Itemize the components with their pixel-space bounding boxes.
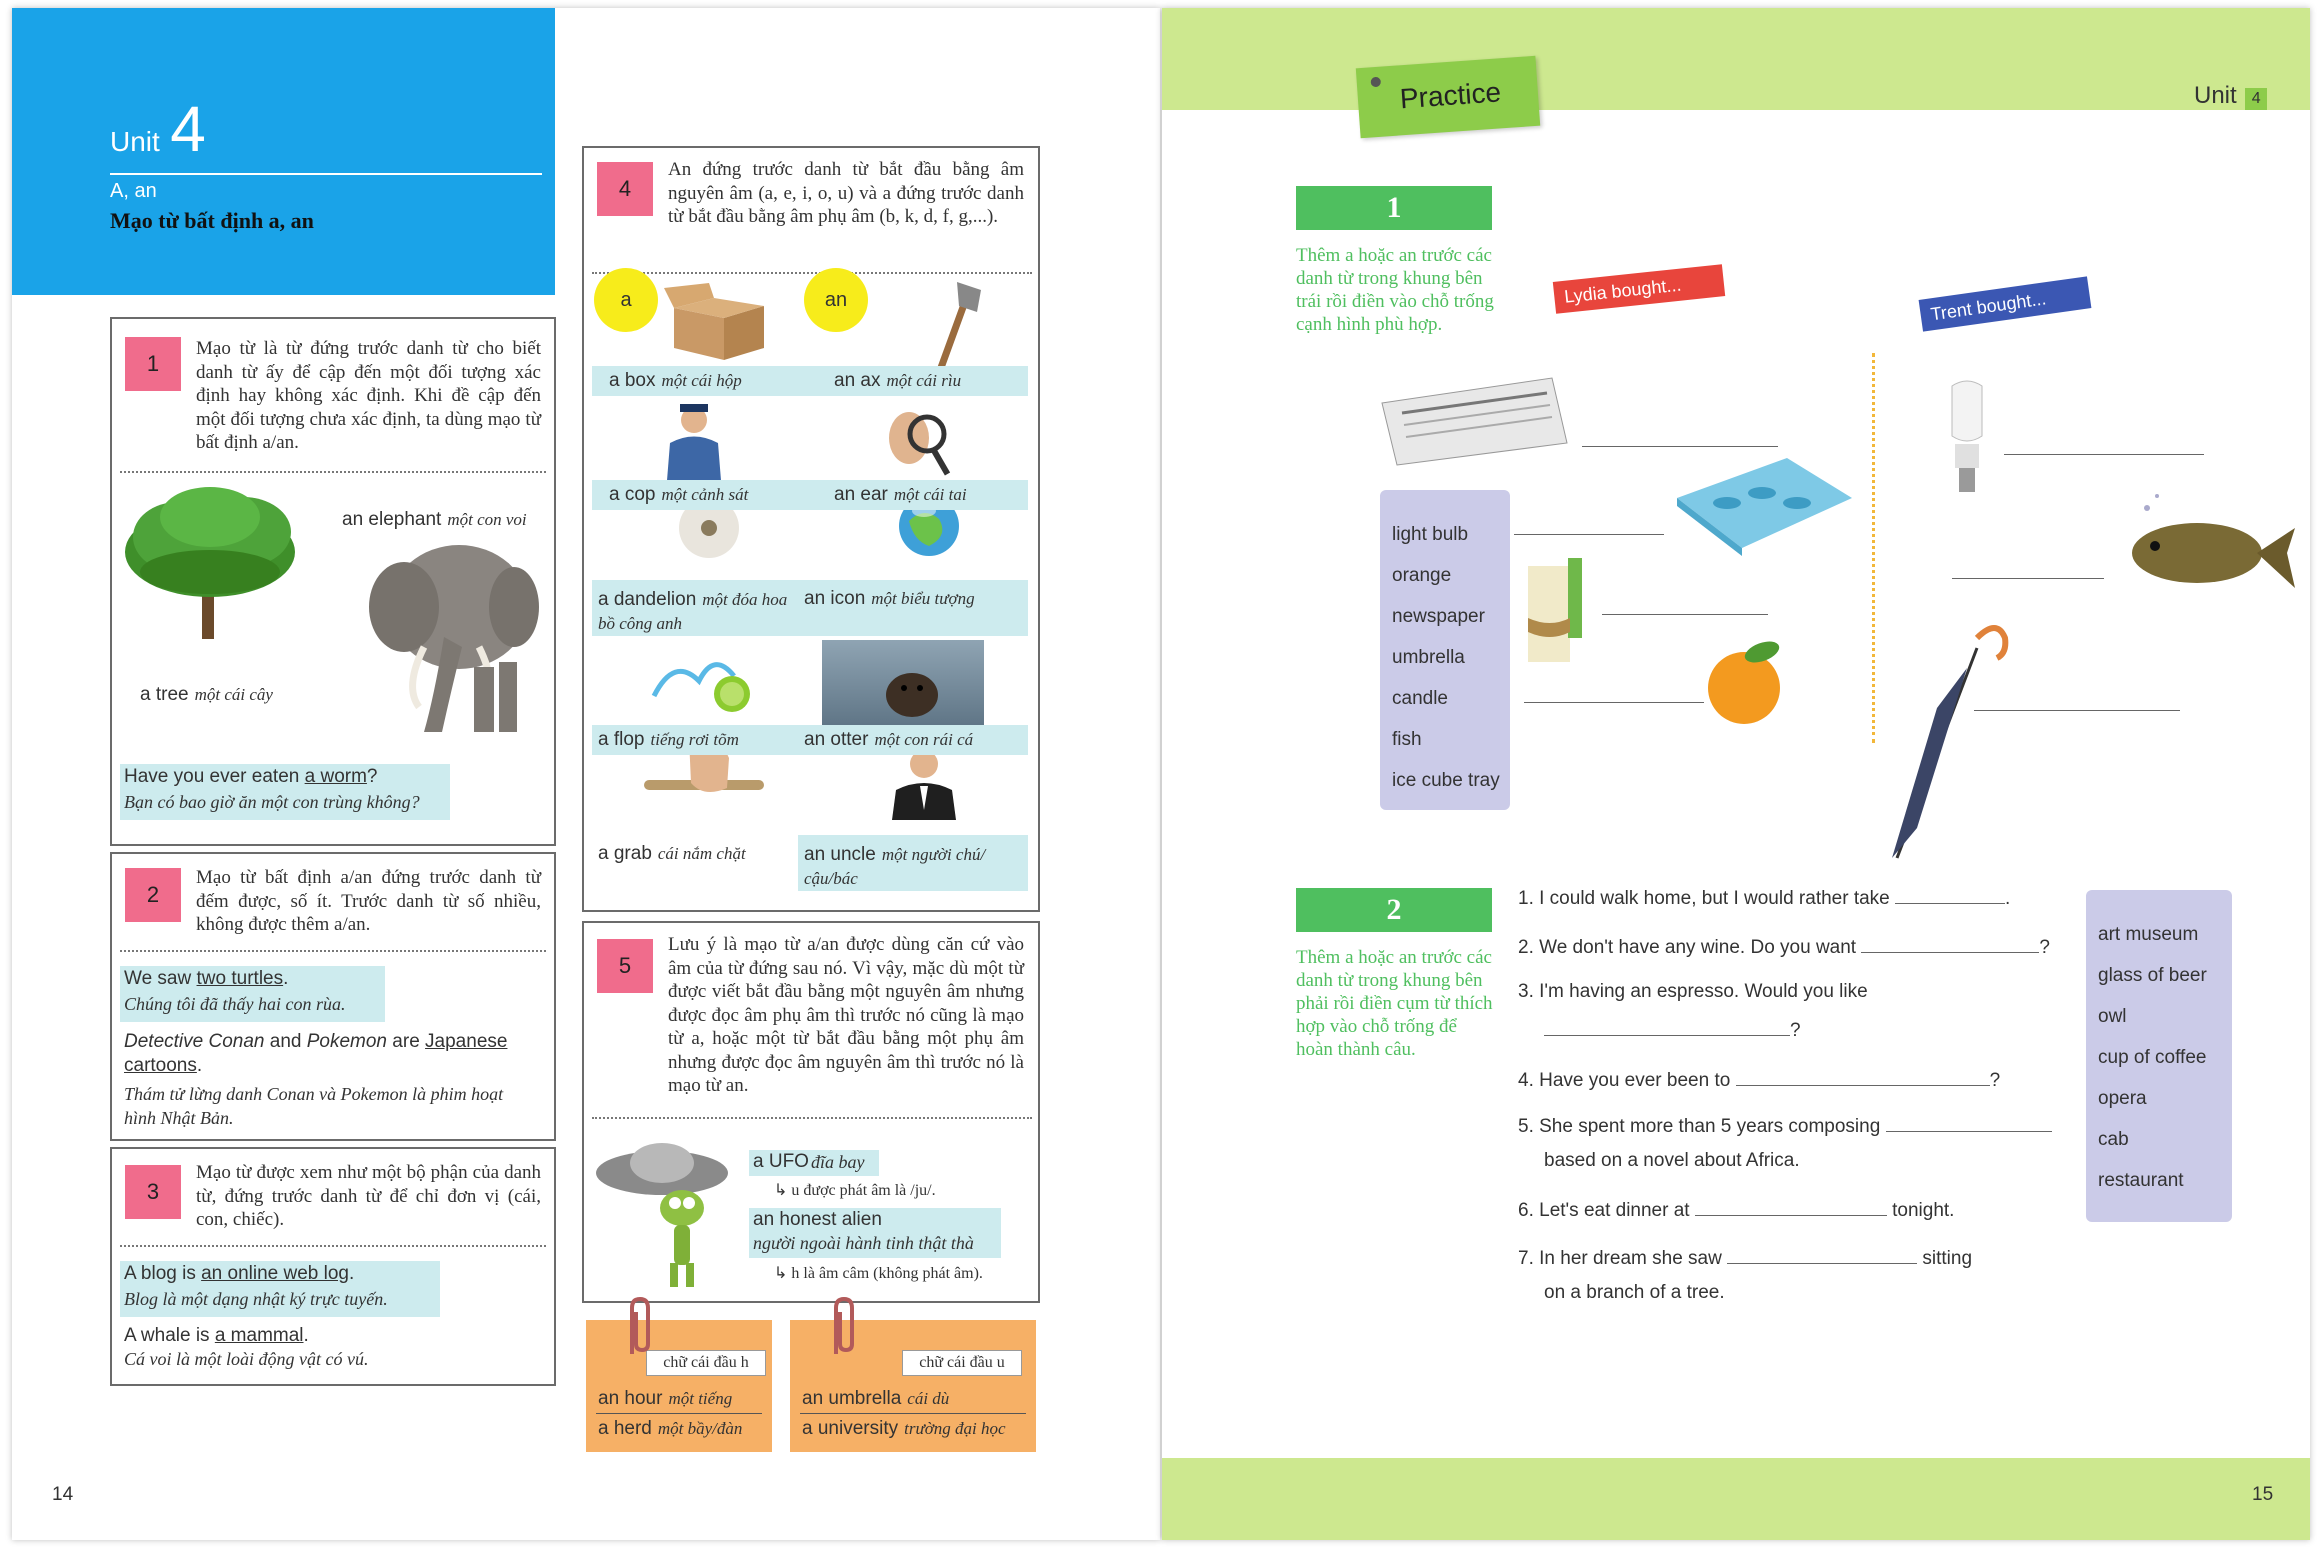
section-1	[110, 317, 556, 846]
exercise-1-word-box	[1380, 490, 1510, 810]
note-u-line1: an umbrella cái dù	[802, 1388, 950, 1409]
sentence-5-cont: based on a novel about Africa.	[1544, 1150, 1800, 1171]
umbrella-answer-line	[1974, 710, 2180, 711]
splash-icon	[644, 636, 764, 721]
ice-cube-tray-image	[1667, 448, 1857, 558]
candle-image	[1520, 548, 1590, 668]
section-3-example-2: A whale is a mammal.	[124, 1325, 309, 1346]
divider	[120, 1245, 546, 1247]
word-restaurant: restaurant	[2098, 1170, 2184, 1191]
unit-label: Unit	[110, 126, 160, 157]
word-owl: owl	[2098, 1006, 2127, 1027]
section-2-example-1: We saw two turtles. Chúng tôi đã thấy hai con rùa.	[120, 966, 385, 1022]
section-5	[582, 921, 1040, 1303]
word-glass-of-beer: glass of beer	[2098, 965, 2207, 986]
word-cab: cab	[2098, 1129, 2129, 1150]
word-cup-of-coffee: cup of coffee	[2098, 1047, 2207, 1068]
elephant-label: an elephant một con voi	[342, 509, 527, 530]
word-uncle: an uncle một người chú/ cậu/bác	[804, 844, 986, 888]
ice-tray-answer-line	[1514, 534, 1664, 535]
blank-4[interactable]	[1736, 1067, 1990, 1086]
pin-icon	[1370, 77, 1381, 88]
word-grab: a grab cái nắm chặt	[598, 843, 746, 864]
section-1-text: Mạo từ là từ đứng trước danh từ cho biết danh từ ấy để cập đến một đối tượng xác định hay không xác định. Khi đề cập đến một đối tượng chưa xác định, ta dùng mạo từ bất định a/an.	[196, 338, 541, 453]
divider	[120, 471, 546, 473]
unit-number: 4	[170, 93, 206, 165]
section-2-number: 2	[125, 868, 181, 922]
sentence-3: 3. I'm having an espresso. Would you like	[1518, 981, 1868, 1002]
orange-answer-line	[1524, 702, 1704, 703]
word-ice-cube-tray: ice cube tray	[1392, 770, 1500, 791]
divider	[120, 950, 546, 952]
exercise-1-number: 1	[1296, 186, 1492, 230]
paper-clip-icon	[824, 1296, 864, 1356]
word-newspaper: newspaper	[1392, 606, 1485, 627]
otter-photo	[822, 640, 984, 730]
alien-ufo-image	[592, 1133, 732, 1291]
blank-3[interactable]	[1544, 1017, 1790, 1036]
lydia-label: Lydia bought...	[1553, 264, 1725, 314]
section-2-example-2-vi: Thám tử lừng danh Conan và Pokemon là phim hoạt hình Nhật Bản.	[124, 1084, 504, 1128]
alien-note: ↳ h là âm câm (không phát âm).	[774, 1265, 983, 1282]
section-3-example-2-vi: Cá voi là một loài động vật có vú.	[124, 1349, 369, 1369]
word-candle: candle	[1392, 688, 1448, 709]
word-box: a box một cái hộp	[609, 370, 742, 391]
word-otter: an otter một con rái cá	[804, 729, 974, 750]
note-h	[586, 1320, 772, 1452]
sentence-2: 2. We don't have any wine. Do you want ?	[1518, 934, 2050, 959]
paper-clip-icon	[620, 1296, 660, 1356]
sentence-3-cont: ?	[1544, 1017, 1801, 1042]
a-badge: a	[594, 268, 658, 332]
unit-header	[12, 8, 555, 295]
page-number-right: 15	[2252, 1484, 2274, 1505]
orange-image	[1702, 638, 1792, 728]
word-cop: a cop một cảnh sát	[609, 484, 749, 505]
candle-answer-line	[1602, 614, 1768, 615]
elephant-image	[364, 537, 539, 737]
exercise-1-instruction: Thêm a hoặc an trước các danh từ trong khung bên trái rồi điền vào chỗ trống cạnh hình phù hợp.	[1296, 245, 1494, 335]
word-icon: an icon một biểu tượng	[804, 588, 975, 609]
note-u-line2: a university trường đại học	[802, 1418, 1006, 1439]
section-1-number: 1	[125, 337, 181, 391]
sentence-7: 7. In her dream she saw sitting	[1518, 1245, 1972, 1270]
section-3-number: 3	[125, 1165, 181, 1219]
ufo-note: ↳ u được phát âm là /ju/.	[774, 1182, 936, 1199]
box-icon	[664, 278, 774, 363]
section-2-text: Mạo từ bất định a/an đứng trước danh từ đếm được, số ít. Trước danh từ số nhiều, không được thêm a/an.	[196, 867, 541, 935]
word-art-museum: art museum	[2098, 924, 2199, 945]
blank-1[interactable]	[1895, 885, 2005, 904]
sentence-7-cont: on a branch of a tree.	[1544, 1282, 1725, 1303]
note-h-tag: chữ cái đầu h	[646, 1350, 766, 1376]
section-2	[110, 852, 556, 1141]
blank-2[interactable]	[1861, 934, 2039, 953]
fish-answer-line	[1952, 578, 2104, 579]
vertical-divider	[1872, 353, 1875, 743]
word-orange: orange	[1392, 565, 1452, 586]
blank-7[interactable]	[1727, 1245, 1917, 1264]
umbrella-image	[1877, 618, 2012, 868]
section-5-text: Lưu ý là mạo từ a/an được dùng căn cứ vào âm của từ đứng sau nó. Vì vậy, mặc dù một từ được viết bắt đầu bằng một nguyên âm nhưng được đọc âm phụ âm thì trước nó cũng là mạo từ a, hoặc một từ bắt đầu bằng một phụ âm nhưng được đọc âm nguyên âm thì trước nó là mạo từ an.	[668, 934, 1024, 1096]
section-2-example-2: Detective Conan and Pokemon are Japanese cartoons.	[124, 1031, 508, 1076]
left-page	[12, 8, 1160, 1540]
sentence-5: 5. She spent more than 5 years composing	[1518, 1113, 2052, 1138]
top-band	[1162, 8, 2310, 110]
right-page	[1162, 8, 2310, 1540]
word-ax: an ax một cái rìu	[834, 370, 962, 391]
section-4-text: An đứng trước danh từ bắt đầu bằng âm nguyên âm (a, e, i, o, u) và a đứng trước danh từ bắt đầu bằng âm phụ âm (b, k, d, f, g,...).	[668, 159, 1024, 227]
section-5-number: 5	[597, 939, 653, 993]
word-light-bulb: light bulb	[1392, 524, 1469, 545]
practice-tab	[1356, 56, 1540, 138]
sentence-6: 6. Let's eat dinner at tonight.	[1518, 1197, 1954, 1222]
section-3-text: Mạo từ được xem như một bộ phận của danh từ, đứng trước danh từ để chỉ đơn vị (cái, con, chiếc).	[196, 1162, 541, 1230]
newspaper-answer-line	[1582, 446, 1778, 447]
tree-image	[118, 482, 303, 642]
trent-label: Trent bought...	[1919, 276, 2092, 331]
newspaper-image	[1372, 373, 1572, 468]
exercise-2-number: 2	[1296, 888, 1492, 932]
word-ear: an ear một cái tai	[834, 484, 967, 505]
sentence-1: 1. I could walk home, but I would rather take .	[1518, 885, 2010, 910]
bottom-band	[1162, 1458, 2310, 1540]
unit-subtitle: A, an	[110, 180, 157, 202]
word-dandelion: a dandelion một đóa hoa bồ công anh	[598, 589, 788, 633]
fish-image	[2117, 488, 2297, 618]
ax-icon	[919, 276, 989, 376]
word-umbrella: umbrella	[1392, 647, 1465, 668]
header-rule	[110, 173, 542, 175]
word-flop: a flop tiếng rơi tõm	[598, 729, 739, 750]
exercise-2-instruction: Thêm a hoặc an trước các danh từ trong khung bên phải rồi điền cụm từ thích hợp vào chỗ trống để hoàn thành câu.	[1296, 947, 1493, 1060]
tree-label: a tree một cái cây	[140, 684, 273, 705]
exercise-2-word-box	[2086, 890, 2232, 1222]
alien-example: an honest alien người ngoài hành tinh thật thà	[749, 1208, 1001, 1258]
note-h-line1: an hour một tiếng	[598, 1388, 733, 1409]
page-title: Mạo từ bất định a, an	[110, 208, 314, 233]
sentence-4: 4. Have you ever been to ?	[1518, 1067, 2000, 1092]
section-4	[582, 146, 1040, 912]
ear-icon	[879, 398, 959, 488]
an-badge: an	[804, 268, 868, 332]
note-u-tag: chữ cái đầu u	[902, 1350, 1022, 1376]
unit-indicator: Unit 4	[2194, 82, 2267, 110]
section-4-number: 4	[597, 162, 653, 216]
note-h-line2: a herd một bầy/đàn	[598, 1418, 743, 1439]
section-3	[110, 1147, 556, 1386]
word-opera: opera	[2098, 1088, 2147, 1109]
light-bulb-image	[1937, 376, 1997, 501]
word-fish: fish	[1392, 729, 1422, 750]
light-bulb-answer-line	[2004, 454, 2204, 455]
section-1-example: Have you ever eaten a worm? Bạn có bao giờ ăn một con trùng không?	[120, 764, 450, 820]
divider	[592, 272, 1032, 274]
practice-label: Practice	[1398, 76, 1503, 115]
blank-6[interactable]	[1695, 1197, 1887, 1216]
page-number-left: 14	[52, 1484, 74, 1505]
blank-5[interactable]	[1886, 1113, 2052, 1132]
section-3-example-1: A blog is an online web log. Blog là một dạng nhật ký trực tuyến.	[120, 1261, 440, 1317]
divider	[592, 1117, 1032, 1119]
cop-icon	[654, 398, 734, 493]
ufo-example: a UFO đĩa bay	[749, 1150, 879, 1176]
